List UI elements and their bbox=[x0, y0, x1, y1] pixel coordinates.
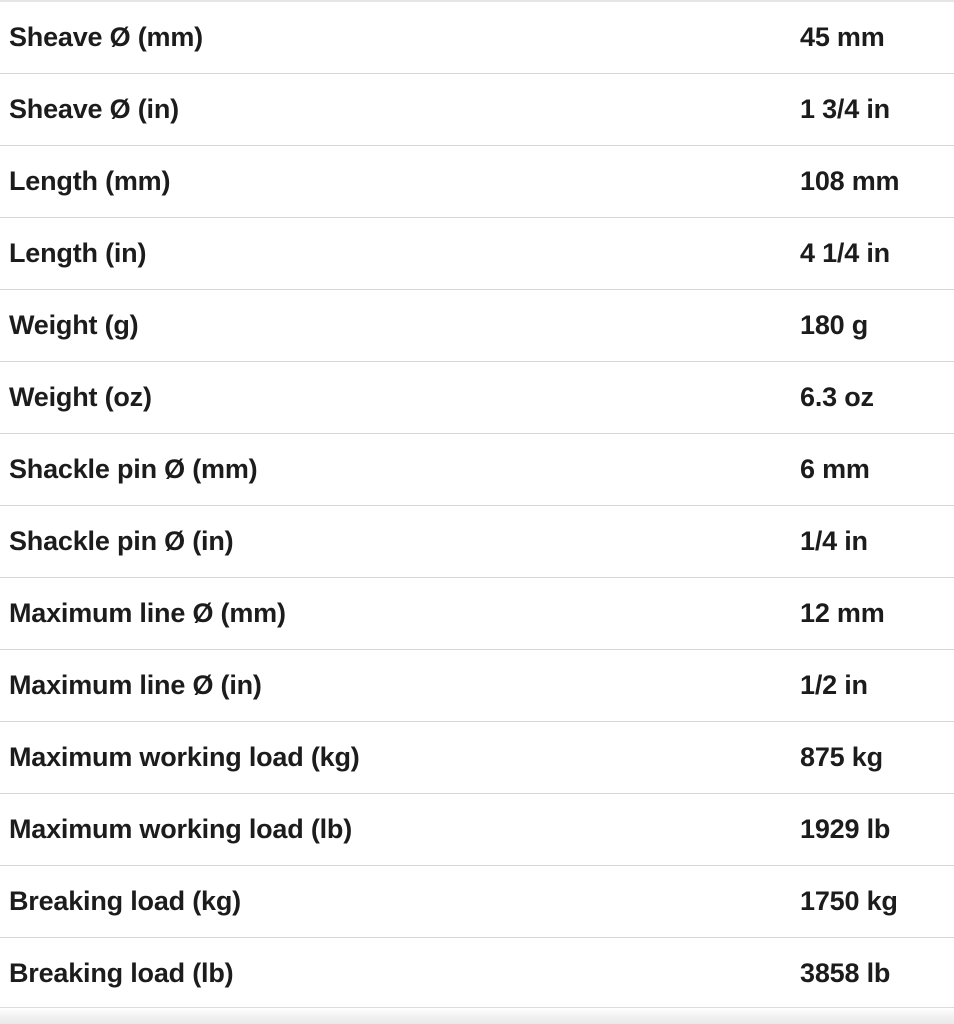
spec-label: Maximum working load (kg) bbox=[9, 742, 360, 772]
spec-value: 180 g bbox=[800, 310, 869, 340]
table-row bbox=[0, 74, 954, 146]
table-row bbox=[0, 794, 954, 866]
spec-value: 6 mm bbox=[800, 454, 870, 484]
spec-value: 1929 lb bbox=[800, 814, 891, 844]
spec-label: Maximum working load (lb) bbox=[9, 814, 353, 844]
spec-label: Breaking load (lb) bbox=[9, 958, 234, 988]
table-row bbox=[0, 290, 954, 362]
spec-value: 4 1/4 in bbox=[800, 238, 890, 268]
spec-label: Sheave Ø (in) bbox=[9, 94, 179, 124]
spec-value: 1 3/4 in bbox=[800, 94, 890, 124]
table-row bbox=[0, 434, 954, 506]
spec-value: 45 mm bbox=[800, 22, 885, 52]
table-row bbox=[0, 938, 954, 1009]
table-row bbox=[0, 218, 954, 290]
table-row bbox=[0, 146, 954, 218]
spec-value: 1750 kg bbox=[800, 886, 898, 916]
spec-value: 1/2 in bbox=[800, 670, 868, 700]
spec-label: Shackle pin Ø (in) bbox=[9, 526, 234, 556]
table-row bbox=[0, 2, 954, 74]
table-bottom-edge bbox=[0, 1007, 954, 1024]
spec-label: Length (in) bbox=[9, 238, 147, 268]
spec-value: 1/4 in bbox=[800, 526, 868, 556]
spec-value: 875 kg bbox=[800, 742, 883, 772]
table-row bbox=[0, 866, 954, 938]
spec-label: Shackle pin Ø (mm) bbox=[9, 454, 258, 484]
spec-label: Length (mm) bbox=[9, 166, 171, 196]
spec-label: Sheave Ø (mm) bbox=[9, 22, 203, 52]
spec-label: Weight (g) bbox=[9, 310, 139, 340]
table-row bbox=[0, 362, 954, 434]
spec-label: Weight (oz) bbox=[9, 382, 152, 412]
table-row bbox=[0, 506, 954, 578]
spec-label: Maximum line Ø (mm) bbox=[9, 598, 286, 628]
table-row bbox=[0, 650, 954, 722]
spec-label: Breaking load (kg) bbox=[9, 886, 241, 916]
spec-value: 6.3 oz bbox=[800, 382, 874, 412]
spec-rows bbox=[0, 2, 954, 1009]
spec-value: 3858 lb bbox=[800, 958, 891, 988]
spec-label: Maximum line Ø (in) bbox=[9, 670, 262, 700]
table-row bbox=[0, 578, 954, 650]
spec-value: 108 mm bbox=[800, 166, 900, 196]
spec-value: 12 mm bbox=[800, 598, 885, 628]
table-row bbox=[0, 722, 954, 794]
